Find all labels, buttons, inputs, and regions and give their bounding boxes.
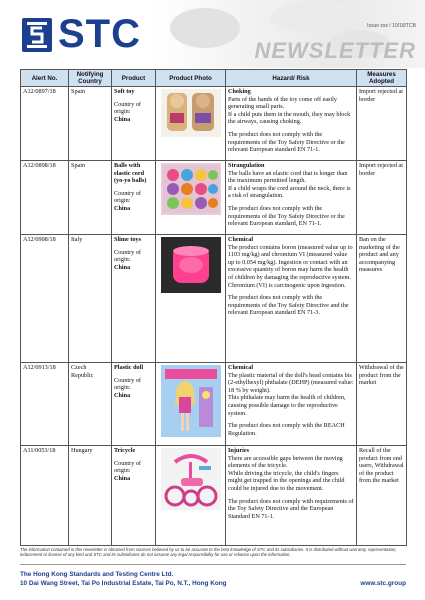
slime-toy-photo	[161, 237, 221, 293]
measures-adopted: Withdrawal of the product from the market	[357, 363, 407, 446]
hazard-title: Injuries	[228, 447, 249, 454]
newsletter-title: NEWSLETTER	[254, 38, 416, 63]
origin-country: China	[114, 474, 131, 482]
company-name: The Hong Kong Standards and Testing Centre Ltd.	[20, 571, 174, 578]
column-header-country: Notifying Country	[69, 70, 112, 87]
yo-yo-balls-photo	[161, 163, 221, 215]
origin-label: Country of origin:	[114, 248, 141, 264]
product-cell	[112, 235, 156, 363]
hazard-description: The balls have an elastic cord that is longer than the maximum permitted length. If a child wraps the cord around the neck, there is a risk of strangulation.	[228, 169, 351, 200]
product-name: Slime toys	[114, 236, 141, 243]
alert-number: A12/0898/18	[21, 161, 69, 235]
product-cell	[112, 446, 156, 546]
hazard-cell	[226, 235, 357, 363]
product-cell	[112, 161, 156, 235]
website-link[interactable]: www.stc.group	[360, 580, 406, 587]
column-header-hazard: Hazard/ Risk	[226, 70, 357, 87]
hazard-cell	[226, 363, 357, 446]
column-header-measures: Measures Adopted	[357, 70, 407, 87]
table-row	[21, 161, 407, 235]
alert-number: A12/0908/18	[21, 235, 69, 363]
origin-country: China	[114, 204, 131, 212]
product-name: Plastic doll	[114, 364, 144, 371]
hazard-title: Chemical	[228, 364, 254, 371]
notifying-country: Spain	[69, 87, 112, 161]
alert-number: A12/0913/18	[21, 363, 69, 446]
tricycle-photo	[161, 448, 221, 510]
notifying-country: Hungary	[69, 446, 112, 546]
issue-reference: Issue xxx / 10/18/TCB	[367, 23, 416, 29]
table-row	[21, 446, 407, 546]
hazard-compliance-note: The product does not comply with the REACH Regulation.	[228, 422, 345, 437]
column-header-photo: Product Photo	[156, 70, 226, 87]
table-row	[21, 363, 407, 446]
origin-label: Country of origin:	[114, 189, 141, 205]
measures-adopted: Ban on the marketing of the product and any accompanying measures	[357, 235, 407, 363]
alert-number: A12/0897/18	[21, 87, 69, 161]
origin-label: Country of origin:	[114, 376, 141, 392]
column-header-product: Product	[112, 70, 156, 87]
soft-toy-photo	[161, 89, 221, 137]
product-photo-cell	[156, 363, 226, 446]
brand-name: STC	[58, 12, 141, 56]
hazard-compliance-note: The product does not comply with requirements of the Toy Safety Directive and the European Standard EN 71-1.	[228, 497, 354, 520]
hazard-cell	[226, 87, 357, 161]
hazard-description: The product contains boron (measured value up to 1103 mg/kg) and chromium VI (measured value up to 0.054 mg/kg). Ingestion or contact with an excessive quantity of boron may harm the health of children by damaging the reproductive system. Chromium (VI) is carcinogenic upon ingestion.	[228, 243, 353, 289]
measures-adopted: Import rejected at border	[357, 161, 407, 235]
hazard-compliance-note: The product does not comply with the requirements of the Toy Safety Directive or the relevant European standard EN 71-1.	[228, 130, 345, 154]
product-photo-cell	[156, 161, 226, 235]
origin-country: China	[114, 391, 131, 399]
origin-label: Country of origin:	[114, 100, 141, 116]
disclaimer-text: The information contained in this newsletter is obtained from sources believed by us to be accurate to the best knowledge of STC and its subsidiaries. It is distributed without warranty, representation, inducement or license of any kind and STC and its subsidiaries do not assume any legal responsibility for use or reliance upon the information.	[20, 547, 397, 558]
table-row	[21, 87, 407, 161]
origin-label: Country of origin:	[114, 459, 141, 475]
column-header-alert: Alert No.	[21, 70, 69, 87]
product-photo-cell	[156, 446, 226, 546]
hazard-compliance-note: The product does not comply with the requirements of the Toy Safety Directive and the relevant European standard EN 71-3.	[228, 294, 349, 317]
notifying-country: Czech Republic	[69, 363, 112, 446]
product-name: Balls with elastic cord (yo-yo balls)	[114, 162, 147, 185]
measures-adopted: Recall of the product from end users, Withdrawal of the product from the market	[357, 446, 407, 546]
recall-table	[20, 69, 406, 546]
product-cell	[112, 87, 156, 161]
footer-divider	[20, 564, 406, 565]
alert-number: A11/0053/18	[21, 446, 69, 546]
hazard-title: Choking	[228, 88, 251, 95]
origin-country: China	[114, 263, 131, 271]
product-photo-cell	[156, 87, 226, 161]
origin-country: China	[114, 115, 131, 123]
product-cell	[112, 363, 156, 446]
company-address: 10 Dai Wang Street, Tai Po Industrial Estate, Tai Po, N.T., Hong Kong	[20, 580, 227, 587]
hazard-cell	[226, 446, 357, 546]
hazard-title: Strangulation	[228, 162, 265, 169]
measures-adopted: Import rejected at border	[357, 87, 407, 161]
product-name: Tricycle	[114, 447, 136, 454]
page-header	[0, 0, 425, 68]
notifying-country: Italy	[69, 235, 112, 363]
stc-logo-icon	[22, 18, 52, 52]
hazard-title: Chemical	[228, 236, 254, 243]
hazard-description: There are accessible gaps between the moving elements of the tricycle. While driving the tricycle, the child's fingers might get trapped in the openings and the child could be injured due to the movement.	[228, 454, 345, 492]
hazard-description: The plastic material of the doll's head contains bis (2-ethylhexyl) phthalate (DEHP) (measured value: 18 % by weight). This phthalate may harm the health of children, causing possible damage to the reproductive system.	[228, 371, 354, 417]
hazard-compliance-note: The product does not comply with the requirements of the Toy Safety Directive or the relevant European standard, EN 71-1.	[228, 204, 345, 228]
table-header-row	[21, 70, 407, 87]
plastic-doll-photo	[161, 365, 221, 437]
notifying-country: Spain	[69, 161, 112, 235]
hazard-cell	[226, 161, 357, 235]
hazard-description: Parts of the hands of the toy come off easily generating small parts. If a child puts them in the mouth, they may block the airways, causing choking.	[228, 95, 351, 126]
table-row	[21, 235, 407, 363]
product-photo-cell	[156, 235, 226, 363]
product-name: Soft toy	[114, 88, 135, 95]
